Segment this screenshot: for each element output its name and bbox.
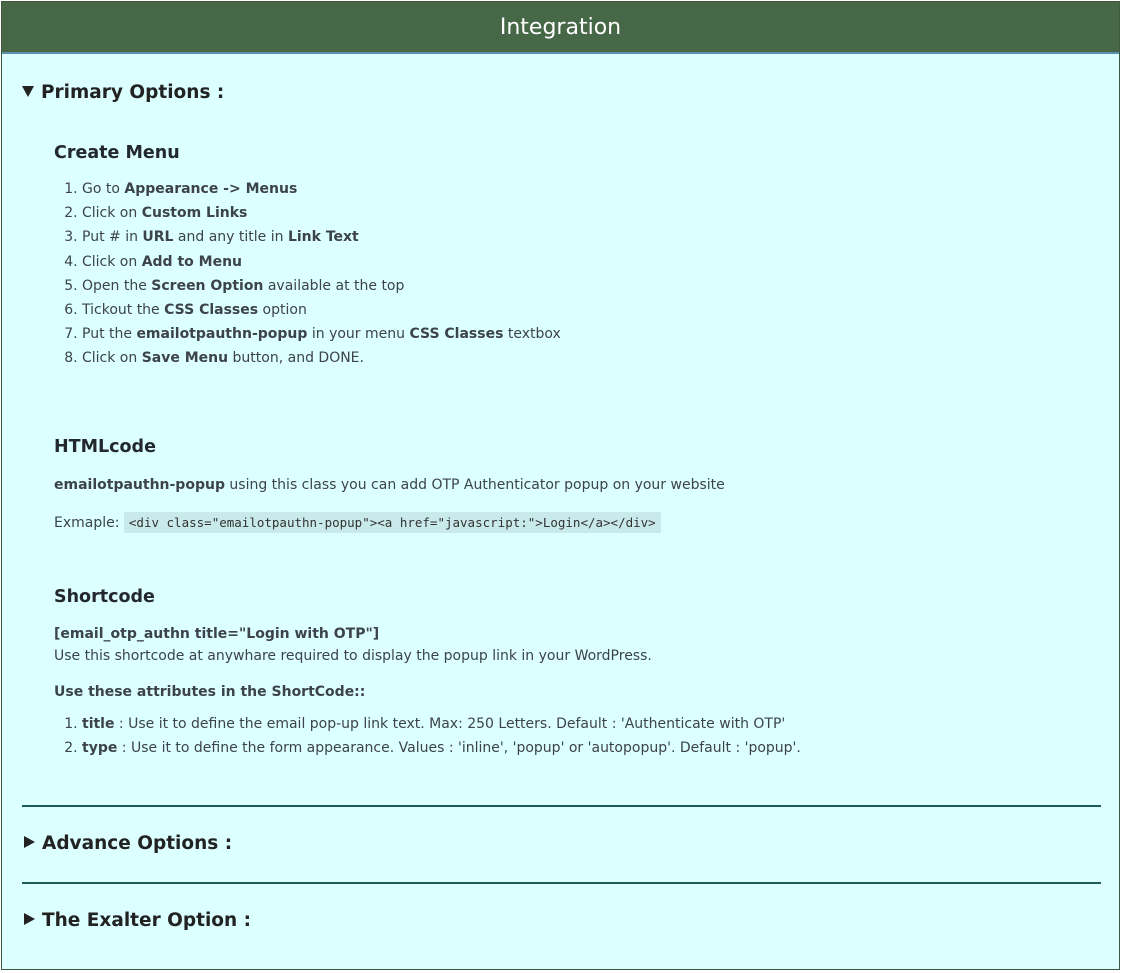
create-menu-step bbox=[82, 177, 1099, 201]
step-text: and any title in bbox=[173, 229, 288, 246]
shortcode-attribute bbox=[82, 736, 1099, 760]
shortcode-code bbox=[54, 623, 1099, 645]
advance-options-label: Advance Options : bbox=[42, 833, 233, 854]
step-bold-text: Custom Links bbox=[141, 205, 248, 222]
step-text: Click on bbox=[82, 350, 142, 367]
step-bold-text: Add to Menu bbox=[141, 253, 242, 270]
advance-options-toggle[interactable] bbox=[22, 833, 232, 854]
create-menu-step bbox=[82, 346, 1099, 370]
create-menu-step bbox=[82, 250, 1099, 274]
step-text: textbox bbox=[503, 326, 561, 343]
step-text: Click on bbox=[82, 205, 142, 222]
divider bbox=[22, 882, 1101, 884]
step-text: Put # in bbox=[82, 229, 143, 246]
create-menu-step bbox=[82, 298, 1099, 322]
example-code: <div class="emailotpauthn-popup"><a href="javascript:">Login</a></div> bbox=[124, 512, 661, 533]
shortcode-code-text: [email_otp_authn title="Login with OTP"] bbox=[54, 626, 380, 642]
create-menu-step bbox=[82, 225, 1099, 249]
create-menu-block bbox=[54, 143, 1099, 371]
attribute-name: title bbox=[82, 716, 115, 732]
shortcode-heading: Shortcode bbox=[54, 587, 155, 607]
create-menu-steps bbox=[54, 177, 1099, 371]
attribute-name: type bbox=[82, 740, 118, 757]
create-menu-step bbox=[82, 322, 1099, 346]
step-bold-text: Screen Option bbox=[151, 277, 264, 294]
example-label: Exmaple: bbox=[54, 515, 124, 531]
step-text: Go to bbox=[82, 181, 125, 197]
step-text: Put the bbox=[82, 326, 137, 343]
htmlcode-desc-text: using this class you can add OTP Authenticator popup on your website bbox=[224, 477, 725, 493]
step-text: in your menu bbox=[307, 326, 410, 343]
step-bold-text: URL bbox=[142, 229, 174, 246]
triangle-down-icon bbox=[22, 86, 34, 97]
primary-options-toggle[interactable] bbox=[22, 82, 224, 103]
divider bbox=[22, 805, 1101, 807]
shortcode-attributes-list bbox=[54, 712, 1099, 760]
triangle-right-icon bbox=[24, 913, 35, 925]
triangle-right-icon bbox=[24, 836, 35, 848]
step-bold-text: Save Menu bbox=[141, 350, 229, 367]
primary-options-label: Primary Options : bbox=[41, 82, 225, 103]
panel-header bbox=[2, 2, 1119, 54]
shortcode-attrs-title-text: Use these attributes in the ShortCode:: bbox=[54, 684, 366, 700]
integration-panel bbox=[1, 1, 1120, 970]
htmlcode-class-name: emailotpauthn-popup bbox=[54, 477, 225, 493]
step-bold-text: CSS Classes bbox=[164, 302, 259, 319]
attribute-desc: : Use it to define the email pop-up link text. Max: 250 Letters. Default : 'Authenticate with OTP' bbox=[114, 716, 786, 732]
create-menu-step bbox=[82, 201, 1099, 225]
shortcode-description: Use this shortcode at anywhare required to display the popup link in your WordPress. bbox=[54, 648, 652, 664]
step-text: Open the bbox=[82, 277, 152, 294]
step-bold-text: Link Text bbox=[287, 229, 359, 246]
step-bold-text: CSS Classes bbox=[409, 326, 504, 343]
step-bold-text: emailotpauthn-popup bbox=[136, 326, 308, 343]
step-text: Tickout the bbox=[82, 302, 165, 319]
create-menu-heading: Create Menu bbox=[54, 143, 180, 163]
exalter-option-label: The Exalter Option : bbox=[42, 910, 252, 931]
htmlcode-block bbox=[54, 437, 1099, 534]
step-text: available at the top bbox=[263, 277, 405, 294]
shortcode-block bbox=[54, 587, 1099, 760]
htmlcode-example bbox=[54, 512, 1099, 534]
attribute-desc: : Use it to define the form appearance. Values : 'inline', 'popup' or 'autopopup'. Default : 'popup'. bbox=[117, 740, 801, 757]
step-text: button, and DONE. bbox=[228, 350, 364, 367]
create-menu-step bbox=[82, 274, 1099, 298]
shortcode-attrs-title bbox=[54, 681, 1099, 703]
page-title: Integration bbox=[499, 15, 622, 40]
htmlcode-description bbox=[54, 474, 1099, 496]
shortcode-attribute bbox=[82, 712, 1099, 736]
step-bold-text: Appearance -> Menus bbox=[124, 181, 298, 197]
step-text: Click on bbox=[82, 253, 142, 270]
exalter-option-toggle[interactable] bbox=[22, 910, 251, 931]
step-text: option bbox=[258, 302, 307, 319]
htmlcode-heading: HTMLcode bbox=[54, 437, 156, 457]
